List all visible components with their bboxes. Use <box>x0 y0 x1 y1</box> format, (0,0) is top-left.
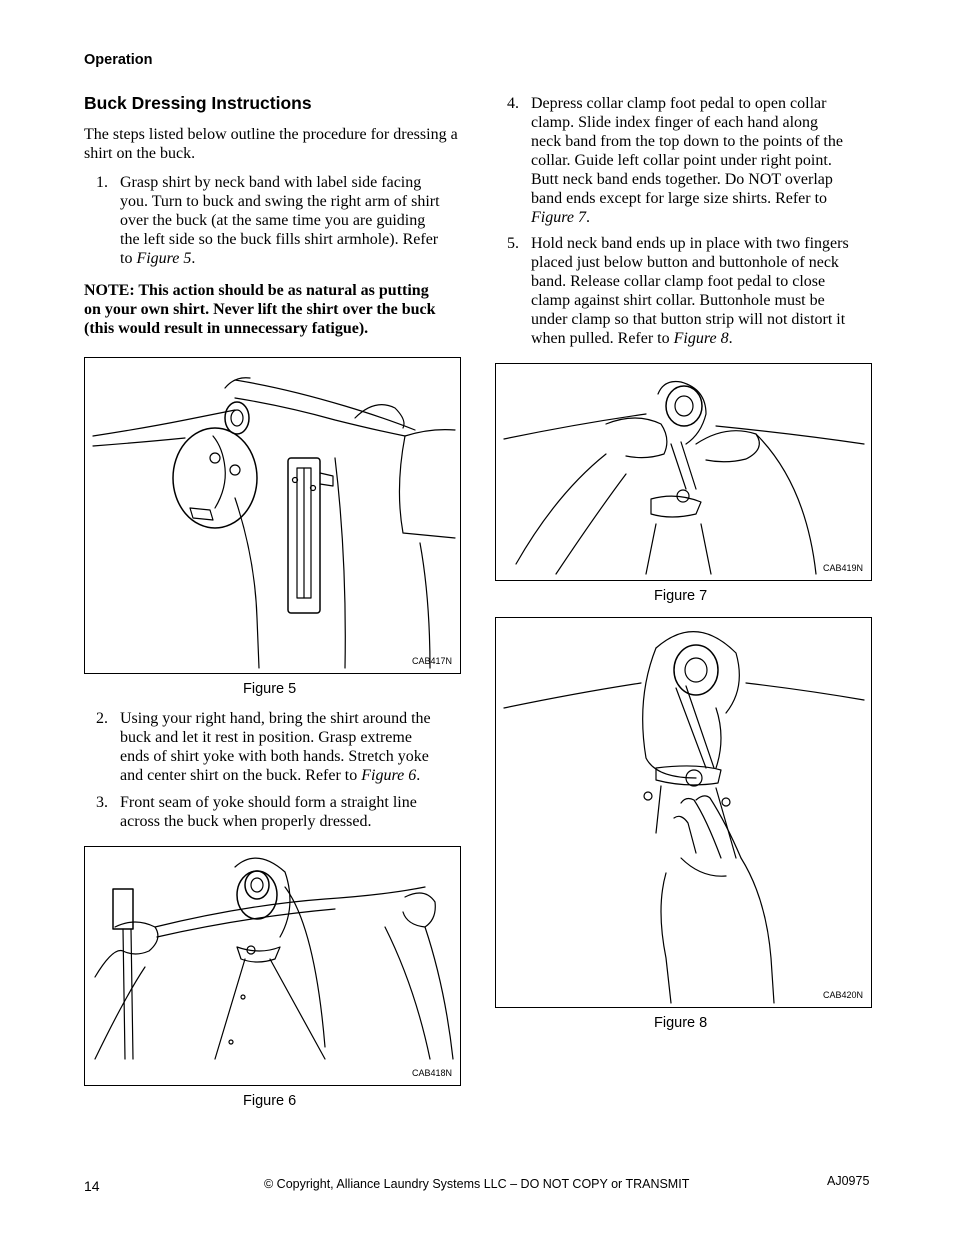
step-line: clamp against shirt collar. Buttonhole must be <box>531 292 825 309</box>
step-line-ref: and center shirt on the buck. Refer to Figure 6. <box>120 767 421 784</box>
step-number: 3. <box>96 794 108 811</box>
step-line: you. Turn to buck and swing the right arm of shirt <box>120 193 440 210</box>
figure-8-caption: Figure 8 <box>654 1015 708 1031</box>
step-line: clamp. Slide index finger of each hand along <box>531 114 819 131</box>
figure-code: CAB417N <box>411 656 452 666</box>
step-line: over the buck (at the same time you are guiding <box>120 212 426 229</box>
note-line: (this would result in unnecessary fatigue). <box>84 320 369 337</box>
intro-paragraph: The steps listed below outline the procedure for dressing a shirt on the buck. <box>84 126 458 162</box>
step-line: Butt neck band ends together. Do NOT overlap <box>531 171 833 188</box>
step-line: ends of shirt yoke with both hands. Stretch yoke <box>120 748 429 765</box>
step-line-ref: to Figure 5. <box>120 250 196 267</box>
figure-5-caption: Figure 5 <box>243 681 297 697</box>
figure-7-image <box>495 363 872 581</box>
step-line: Hold neck band ends up in place with two fingers <box>531 235 849 252</box>
figure-6-image <box>84 846 461 1086</box>
step-number: 1. <box>96 174 108 191</box>
step-line: the left side so the buck fills shirt armhole). Refer <box>120 231 439 248</box>
note-line: NOTE: This action should be as natural as putting <box>84 282 429 299</box>
figure-code: CAB418N <box>411 1068 452 1078</box>
section-label: Operation <box>84 52 153 68</box>
step-line: buck and let it rest in position. Grasp extreme <box>120 729 412 746</box>
figure-reference: Figure 7 <box>531 209 586 226</box>
step-line: Front seam of yoke should form a straight line <box>120 794 417 811</box>
step-line-ref: Figure 7. <box>531 209 590 226</box>
copyright-notice: © Copyright, Alliance Laundry Systems LLC – DO NOT COPY or TRANSMIT <box>264 1177 690 1191</box>
step-line: Using your right hand, bring the shirt around the <box>120 710 431 727</box>
figure-code: CAB420N <box>822 990 863 1000</box>
note-block <box>84 281 464 338</box>
step-line: band ends except for large size shirts. Refer to <box>531 190 828 207</box>
step-line: Grasp shirt by neck band with label side facing <box>120 174 422 191</box>
figure-reference: Figure 6 <box>361 767 417 784</box>
step-line: band. Release collar clamp foot pedal to close <box>531 273 826 290</box>
step-number: 5. <box>507 235 519 252</box>
step-line: across the buck when properly dressed. <box>120 813 372 830</box>
figure-8-image <box>495 617 872 1008</box>
step-number: 4. <box>507 95 519 112</box>
document-id: AJ0975 <box>827 1174 870 1188</box>
figure-5-image <box>84 357 461 674</box>
step-number: 2. <box>96 710 108 727</box>
step-line-ref: when pulled. Refer to Figure 8. <box>531 330 733 347</box>
step-line: collar. Guide left collar point under right point. <box>531 152 832 169</box>
figure-6-caption: Figure 6 <box>243 1093 297 1109</box>
note-line: on your own shirt. Never lift the shirt over the buck <box>84 301 436 318</box>
figure-7-caption: Figure 7 <box>654 588 708 604</box>
figure-code: CAB419N <box>822 563 863 573</box>
step-line: Depress collar clamp foot pedal to open collar <box>531 95 827 112</box>
figure-reference: Figure 8 <box>673 330 729 347</box>
step-line: neck band from the top down to the points of the <box>531 133 843 150</box>
figure-reference: Figure 5 <box>136 250 192 267</box>
page-heading: Buck Dressing Instructions <box>84 93 312 113</box>
page-number: 14 <box>84 1178 100 1194</box>
step-line: under clamp so that button strip will not distort it <box>531 311 846 328</box>
step-line: placed just below button and buttonhole of neck <box>531 254 839 271</box>
